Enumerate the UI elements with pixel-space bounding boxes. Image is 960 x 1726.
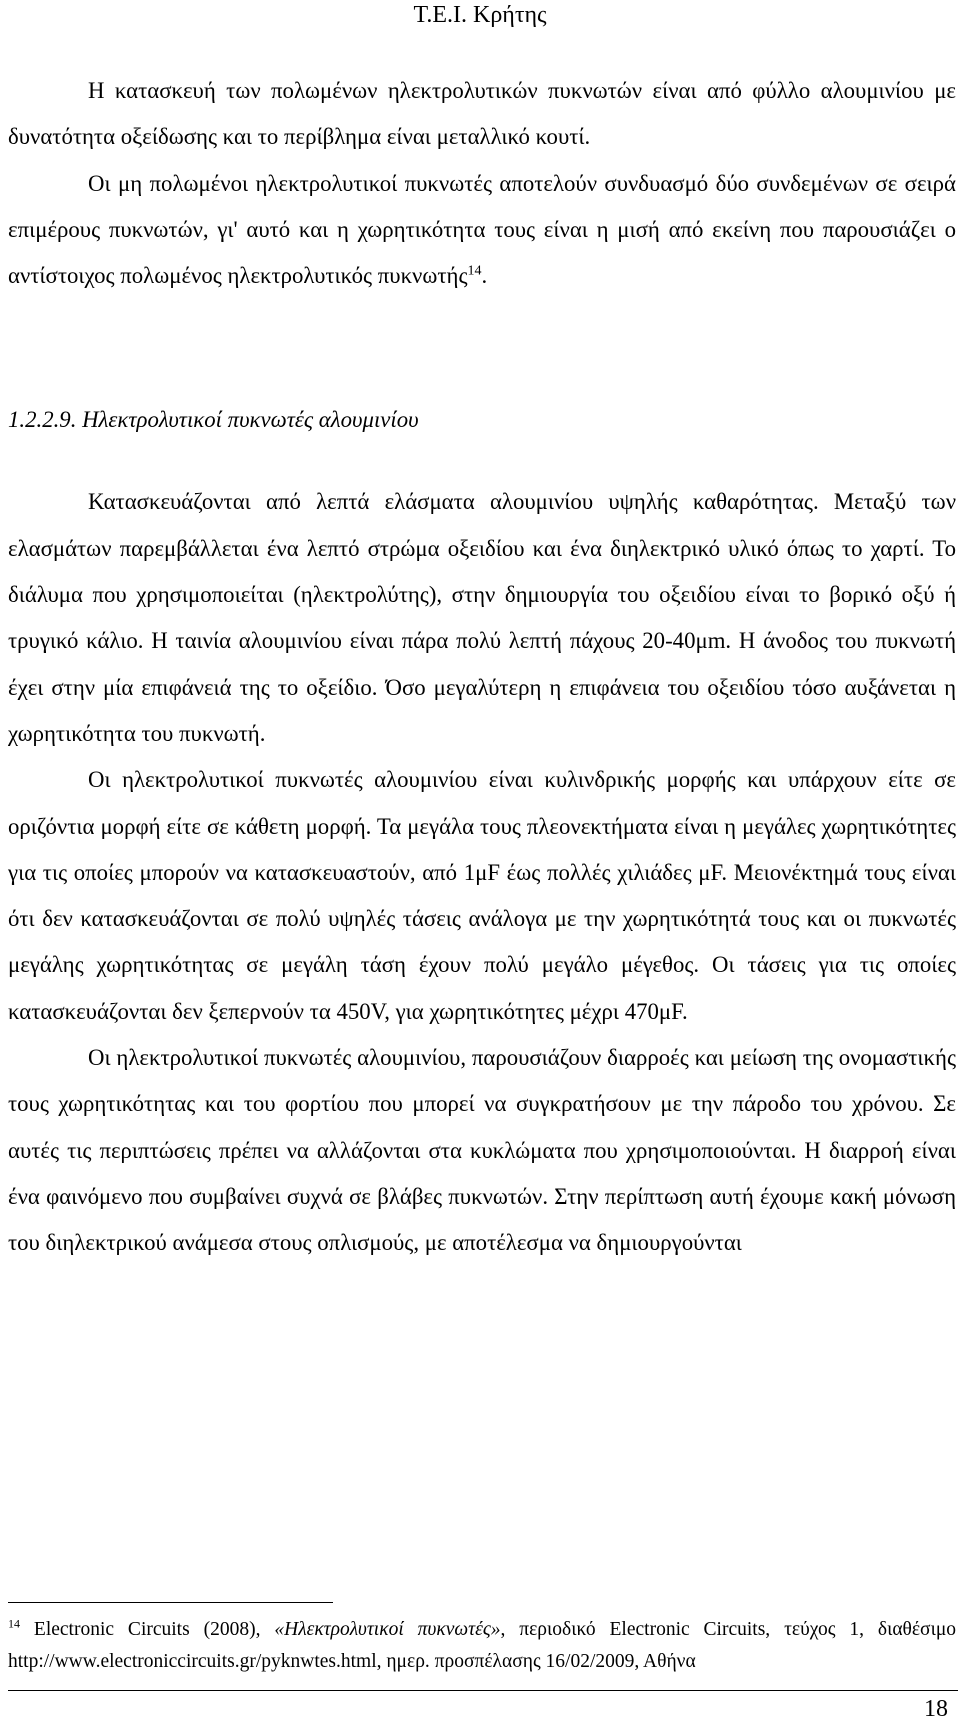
- footnote-before: Electronic Circuits (2008),: [33, 1619, 275, 1640]
- section-paragraph-3: Οι ηλεκτρολυτικοί πυκνωτές αλουμινίου, παρουσιάζουν διαρροές και μείωση της ονομαστικής τους χωρητικότητας και του φορτίου που μπορεί να συγκρατήσουν με την πάροδο του χρόνου. Σε αυτές τις περιπτώσεις πρέπει να αλλάζονται στα κυκλώματα που χρησιμοποιούνται. Η διαρροή είναι ένα φαινόμενο που συμβαίνει συχνά σε βλάβες πυκνωτών. Στην περίπτωση αυτή έχουμε κακή μόνωση του διηλεκτρικού ανάμεσα στους οπλισμούς, με αποτέλεσμα να δημιουργούνται: [8, 1045, 956, 1256]
- page-body: [8, 68, 956, 1267]
- footnote-ref[interactable]: 14: [467, 263, 482, 279]
- paragraph-intro-1: Η κατασκευή των πολωμένων ηλεκτρολυτικών πυκνωτών είναι από φύλλο αλουμινίου με δυνατότητα οξείδωσης και το περίβλημα είναι μεταλλικό κουτί.: [8, 78, 956, 150]
- paragraph-intro-2-text: Οι μη πολωμένοι ηλεκτρολυτικοί πυκνωτές αποτελούν συνδυασμό δύο συνδεμένων σε σειρά επιμέρους πυκνωτών, γι' αυτό και η χωρητικότητα τους είναι η μισή από εκείνη που παρουσιάζει ο αντίστοιχος πολωμένος ηλεκτρολυτικός πυκνωτής: [8, 170, 956, 289]
- page-header: [0, 0, 960, 30]
- footnote-article-title: «Ηλεκτρολυτικοί πυκνωτές»: [274, 1619, 501, 1640]
- paragraph-intro-2: [8, 161, 956, 300]
- header-title: Τ.Ε.Ι. Κρήτης: [413, 2, 547, 28]
- footnote-after: , περιοδικό Electronic Circuits, τεύχος 1, διαθέσιμο http://www.electroniccircuits.gr/pyknwtes.html, ημερ. προσπέλασης 16/02/2009, Αθήνα: [8, 1619, 957, 1672]
- footnote-number: 14: [8, 1616, 20, 1631]
- section-paragraph-1: Κατασκευάζονται από λεπτά ελάσματα αλουμινίου υψηλής καθαρότητας. Μεταξύ των ελασμάτων παρεμβάλλεται ένα λεπτό στρώμα οξειδίου και ένα διηλεκτρικό υλικό όπως το χαρτί. Το διάλυμα που χρησιμοποιείται (ηλεκτρολύτης), στην δημιουργία του οξειδίου είναι το βορικό οξύ ή τρυγικό κάλιο. Η ταινία αλουμινίου είναι πάρα πολύ λεπτή πάχους 20-40μm. Η άνοδος του πυκνωτή έχει στην μία επιφάνειά της το οξείδιο. Όσο μεγαλύτερη η επιφάνεια του οξειδίου τόσο αυξάνεται η χωρητικότητα του πυκνωτή.: [8, 489, 956, 746]
- section-heading: 1.2.2.9. Ηλεκτρολυτικοί πυκνωτές αλουμινίου: [8, 407, 419, 433]
- footnote-separator: [8, 1602, 333, 1603]
- paragraph-intro-2-end: .: [481, 263, 488, 289]
- page-footer-rule: [8, 1690, 958, 1691]
- footnote: [8, 1614, 956, 1678]
- section-paragraph-2: Οι ηλεκτρολυτικοί πυκνωτές αλουμινίου είναι κυλινδρικής μορφής και υπάρχουν είτε σε οριζόντια μορφή είτε σε κάθετη μορφή. Τα μεγάλα τους πλεονεκτήματα είναι η μεγάλες χωρητικότητες για τις οποίες μπορούν να κατασκευαστούν, από 1μF έως πολλές χιλιάδες μF. Μειονέκτημά τους είναι ότι δεν κατασκευάζονται σε πολύ υψηλές τάσεις ανάλογα με την χωρητικότητά τους και οι πυκνωτές μεγάλης χωρητικότητας σε μεγάλη τάση έχουν πολύ μεγάλο μέγεθος. Οι τάσεις για τις οποίες κατασκευάζονται δεν ξεπερνούν τα 450V, για χωρητικότητες μέχρι 470μF.: [8, 767, 956, 1024]
- page-number: 18: [924, 1696, 948, 1722]
